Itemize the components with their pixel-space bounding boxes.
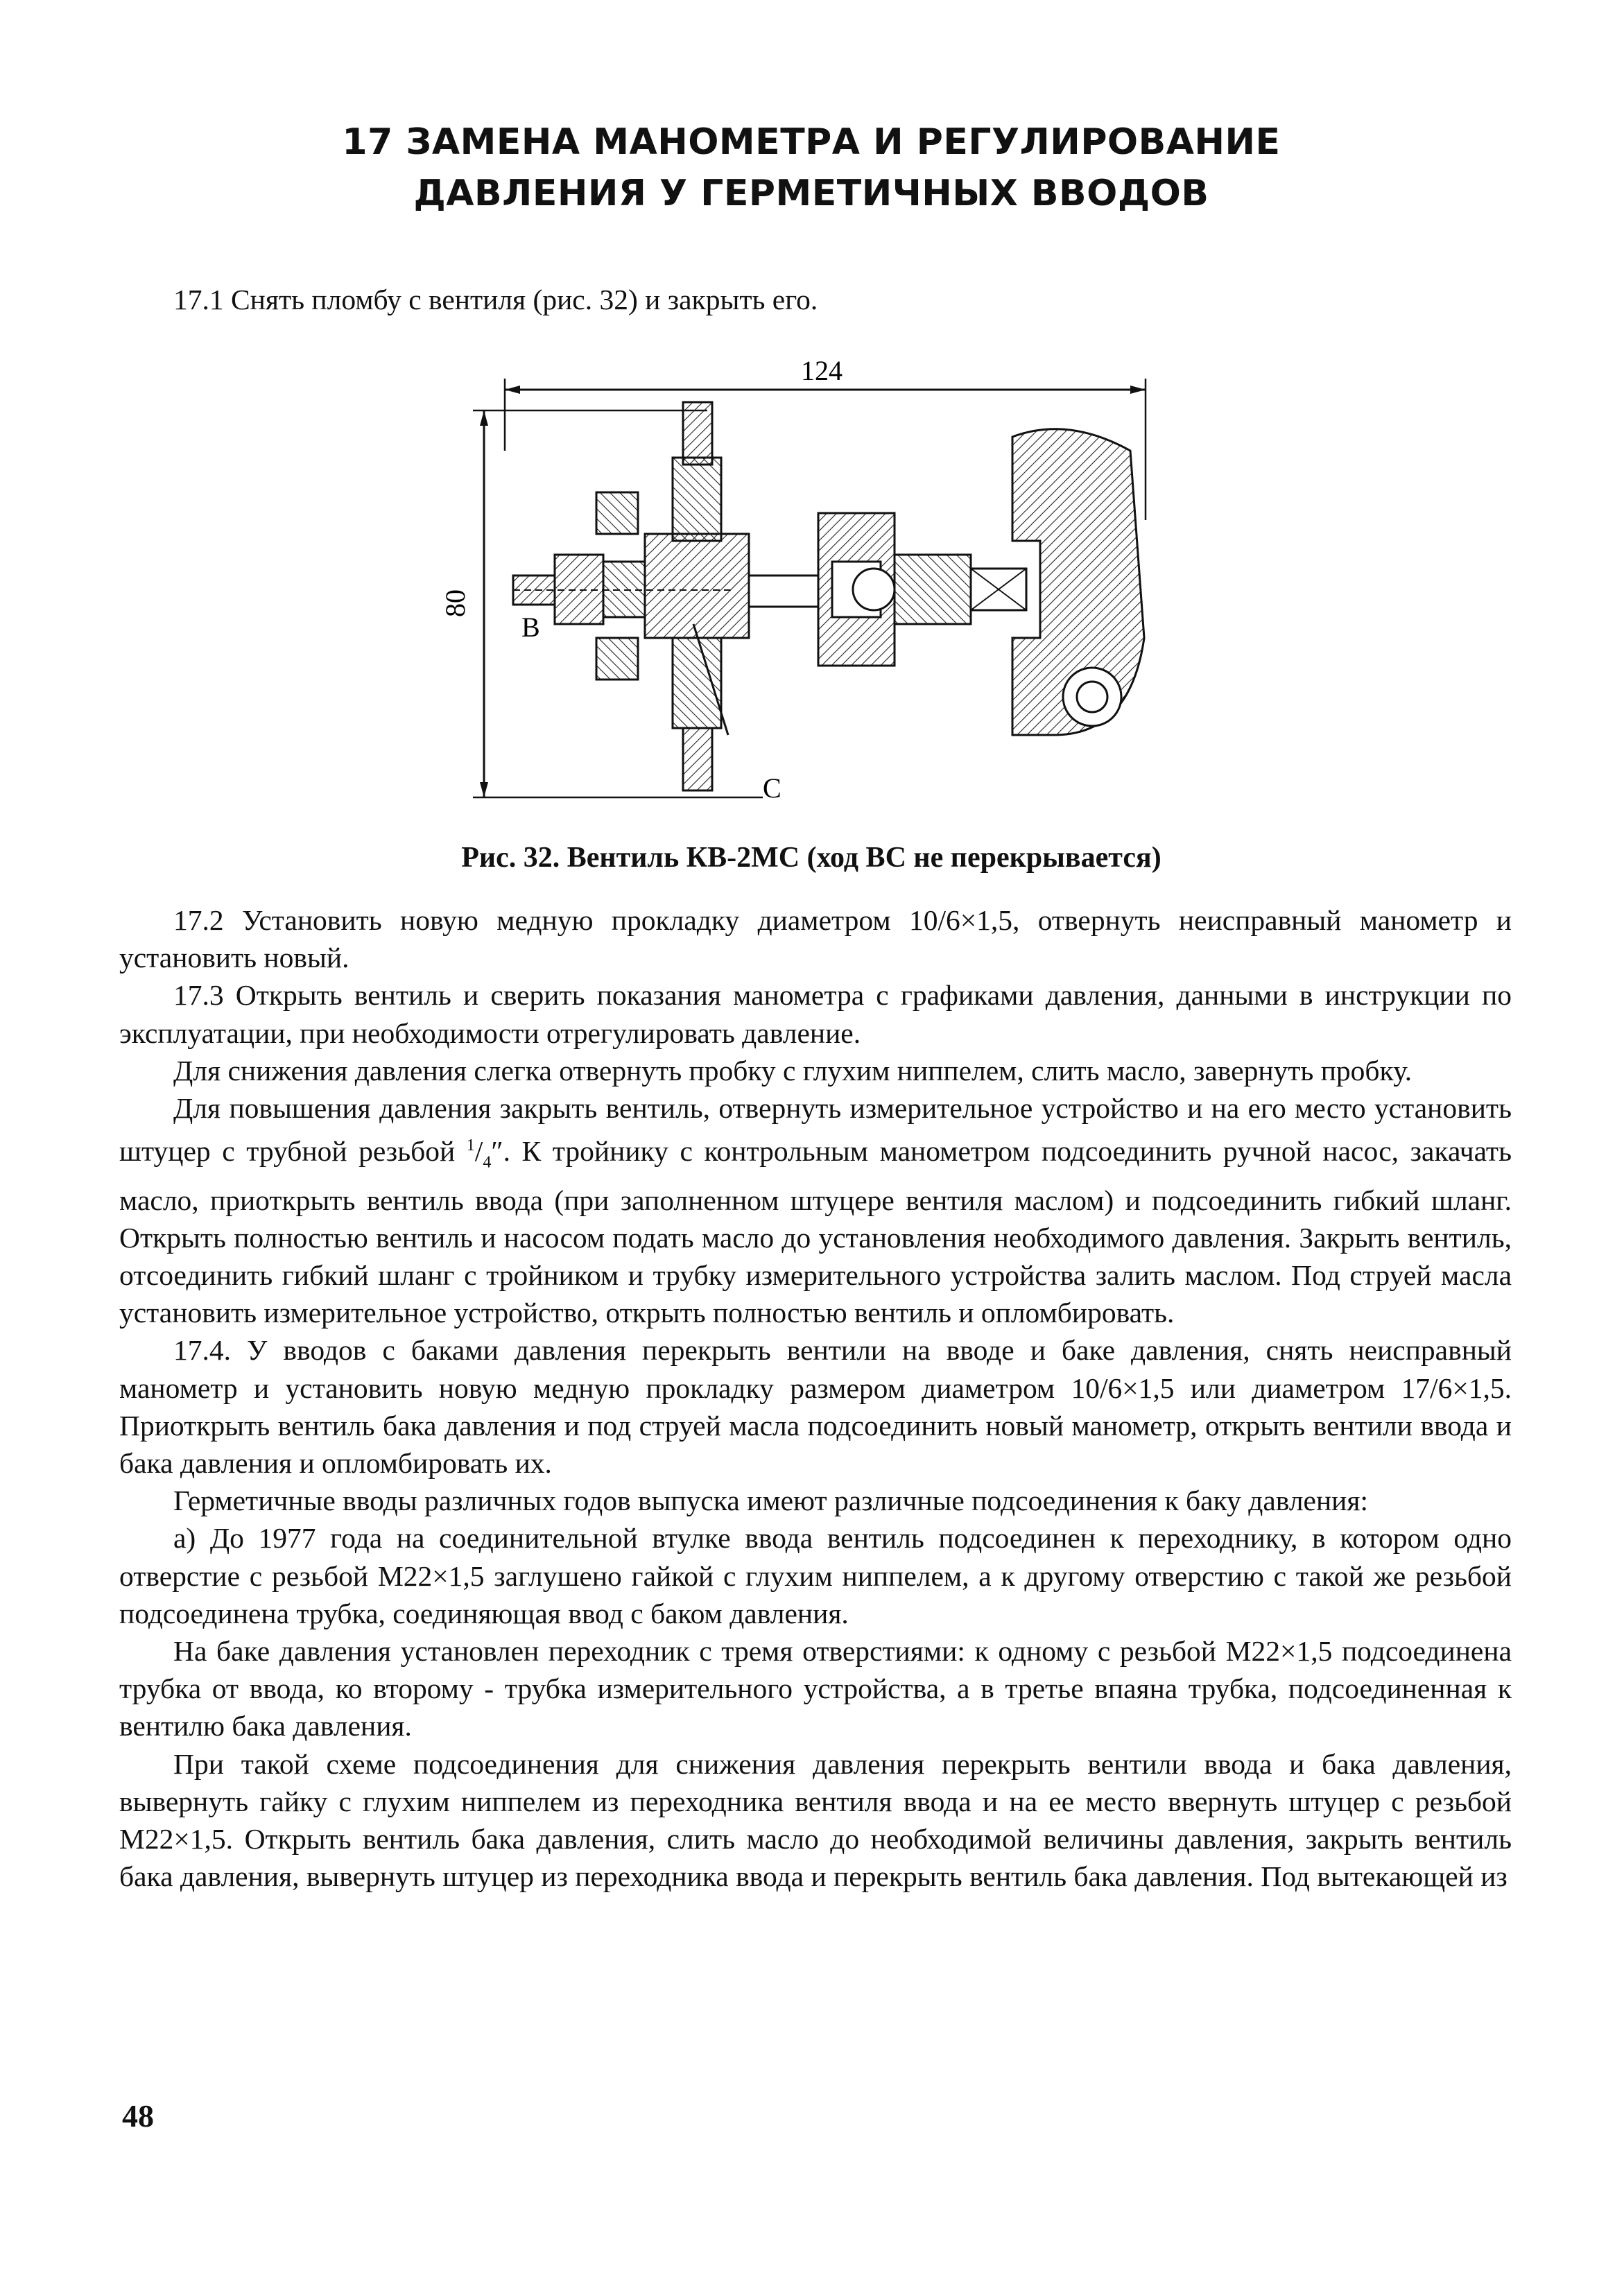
paragraph-raise-pressure xyxy=(119,1089,1512,1331)
dimension-height-label: 80 xyxy=(440,589,471,617)
thread-fraction-denominator: 4 xyxy=(483,1153,492,1172)
paragraph-raise-pressure-text-a: Для повышения давления закрыть вентиль, отвернуть измерительное устройство и на его место установить штуцер с трубной резьбой xyxy=(119,1092,1512,1168)
section-title-line-2: ДАВЛЕНИЯ У ГЕРМЕТИЧНЫХ ВВОДОВ xyxy=(413,173,1209,214)
valve-bonnet xyxy=(818,513,1026,666)
paragraph-pressure-tank-adapter: На баке давления установлен переходник с тремя отверстиями: к одному с резьбой М22×1,5 подсоединена трубка от ввода, ко второму - трубка измерительного устройства, а в третье впаяна трубка, подсоединенная к вентилю бака давления. xyxy=(119,1634,1512,1742)
label-c: C xyxy=(763,772,781,804)
paragraph-17-1: 17.1 Снять пломбу с вентиля (рис. 32) и закрыть его. xyxy=(173,284,818,315)
paragraph-lower-pressure: Для снижения давления слегка отвернуть пробку с глухим ниппелем, слить масло, завернуть пробку. xyxy=(173,1054,1413,1087)
paragraph-17-2: 17.2 Установить новую медную прокладку диаметром 10/6×1,5, отвернуть неисправный манометр и установить новый. xyxy=(119,904,1512,974)
paragraph-raise-pressure-text-b: ″. К тройнику с контрольным манометром подсоединить ручной насос, закачать масло, приоткрыть вентиль ввода (при заполненном штуцере вентиля маслом) и подсоединить гибкий шланг. Открыть полностью вентиль и насосом подать масло до установления необходимого давления. Закрыть вентиль, отсоединить гибкий шланг с тройником и трубку измерительного устройства залить маслом. Под струей масла установить измерительное устройство, открыть полностью вентиль и опломбировать. xyxy=(119,1135,1512,1329)
valve-drawing xyxy=(440,347,1207,832)
paragraph-before-1977: а) До 1977 года на соединительной втулке ввода вентиль подсоединен к переходнику, в котором одно отверстие с резьбой М22×1,5 заглушено гайкой с глухим ниппелем, а к другому отверстию с такой же резьбой подсоединена трубка, соединяющая ввод с баком давления. xyxy=(119,1522,1512,1629)
valve-handwheel xyxy=(1012,429,1144,735)
section-title xyxy=(118,116,1505,219)
figure-caption: Рис. 32. Вентиль КВ-2МС (ход ВС не перекрывается) xyxy=(461,842,1161,874)
body-text xyxy=(119,901,1512,1895)
paragraph-connections: Герметичные вводы различных годов выпуска имеют различные подсоединения к баку давления: xyxy=(173,1485,1368,1517)
paragraph-connection-scheme: При такой схеме подсоединения для снижения давления перекрыть вентили ввода и бака давления, вывернуть гайку с глухим ниппелем из переходника вентиля ввода и на ее место ввернуть штуцер с резьбой М22×1,5. Открыть вентиль бака давления, слить масло до необходимой величины давления, закрыть вентиль бака давления, вывернуть штуцер из переходника ввода и перекрыть вентиль бака давления. Под вытекающей из xyxy=(119,1747,1512,1893)
dimension-width-label: 124 xyxy=(801,355,843,386)
label-b: B xyxy=(521,612,540,643)
thread-fraction: $^1/_4$ xyxy=(466,1135,492,1172)
paragraph-17-4: 17.4. У вводов с баками давления перекрыть вентили на вводе и баке давления, снять неисправный манометр и установить новую медную прокладку размером диаметром 10/6×1,5 или диаметром 17/6×1,5. Приоткрыть вентиль бака давления и под струей масла подсоединить новый манометр, открыть вентили ввода и бака давления и опломбировать их. xyxy=(119,1334,1512,1479)
thread-fraction-numerator: 1 xyxy=(466,1136,475,1155)
paragraph-17-3: 17.3 Открыть вентиль и сверить показания манометра с графиками давления, данными в инструкции по эксплуатации, при необходимости отрегулировать давление. xyxy=(119,979,1512,1049)
page-number: 48 xyxy=(122,2098,154,2134)
section-title-line-1: 17 ЗАМЕНА МАНОМЕТРА И РЕГУЛИРОВАНИЕ xyxy=(342,121,1281,163)
